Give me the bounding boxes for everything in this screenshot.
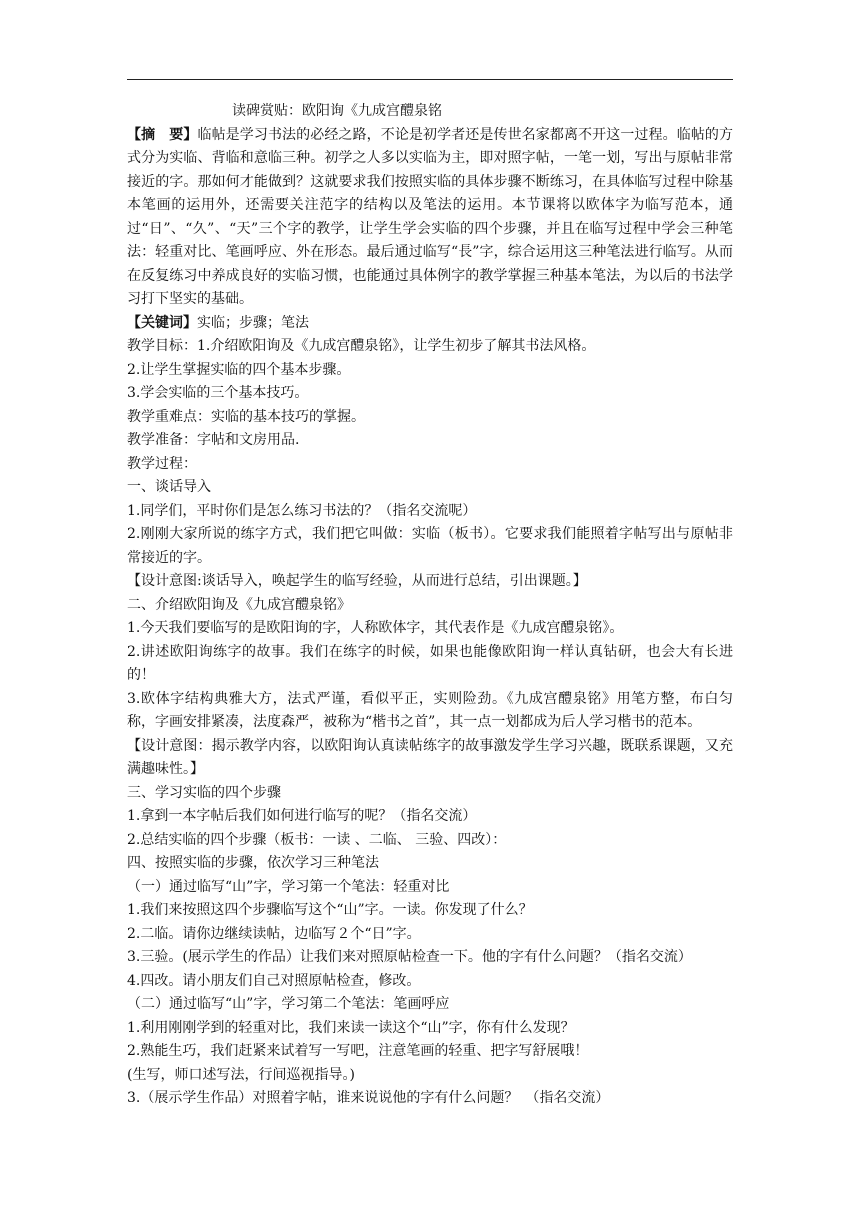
keywords-line	[127, 312, 733, 336]
preparation-line: 教学准备：字帖和文房用品.	[127, 432, 300, 448]
body-line: 3.欧体字结构典雅大方，法式严谨，看似平正，实则险劲。《九成宫醴泉铭》用笔方整，布白匀称，字画安排紧凑，法度森严，被称为“楷书之首”，其一点一划都成为后人学习楷书的范本。	[127, 690, 733, 730]
document-title: 读碑赏贴：欧阳询《九成宫醴泉铭	[232, 103, 442, 119]
design-intent-note: 【设计意图：揭示教学内容，以欧阳询认真读帖练字的故事激发学生学习兴趣，既联系课题，又充满趣味性。】	[127, 737, 733, 777]
goal-item: 3.学会实临的三个基本技巧。	[127, 385, 309, 401]
subsection-heading: （二）通过临写“山”字，学习第二个笔法：笔画呼应	[127, 996, 450, 1012]
keywords-label: 【关键词】	[127, 314, 197, 331]
body-line: 1.同学们，平时你们是怎么练习书法的？（指名交流呢）	[127, 502, 477, 519]
section-heading: 四、按照实临的步骤，依次学习三种笔法	[127, 855, 379, 871]
section-heading: 二、介绍欧阳询及《九成宫醴泉铭》	[127, 596, 351, 613]
body-line: 2.总结实临的四个步骤（板书：一读 、二临、 三验、四改）：	[127, 831, 507, 848]
header-rule	[127, 79, 733, 80]
body-line: 4.四改。请小朋友们自己对照原帖检查，修改。	[127, 972, 421, 989]
body-line: 3.三验。(展示学生的作品）让我们来对照原帖检查一下。他的字有什么问题？（指名交流）	[127, 949, 692, 965]
teaching-goal-line: 教学目标：1.介绍欧阳询及《九成宫醴泉铭》，让学生初步了解其书法风格。	[127, 338, 596, 354]
body-line: (生写，师口述写法，行间巡视指导。)	[127, 1066, 355, 1083]
design-intent-note: 【设计意图:谈话导入，唤起学生的临写经验，从而进行总结，引出课题。】	[127, 573, 587, 589]
body-line: 2.讲述欧阳询练字的故事。我们在练字的时候，如果也能像欧阳询一样认真钻研，也会大有长进的！	[127, 643, 733, 683]
body-line: 2.刚刚大家所说的练字方式，我们把它叫做：实临（板书）。它要求我们能照着字帖写出与原帖非常接近的字。	[127, 526, 733, 566]
body-line: 2.二临。请你边继续读帖，边临写２个“日”字。	[127, 925, 421, 942]
body-line: 1.利用刚刚学到的轻重对比，我们来读一读这个“山”字，你有什么发现？	[127, 1019, 575, 1036]
abstract-text: 临帖是学习书法的必经之路，不论是初学者还是传世名家都离不开这一过程。临帖的方式分为实临、背临和意临三种。初学之人多以实临为主，即对照字帖，一笔一划，写出与原帖非常接近的字。那如何才能做到？这就要求我们按照实临的具体步骤不断练习，在具体临写过程中除基本笔画的运用外，还需要关注范字的结构以及笔法的运用。本节课将以欧体字为临写范本，通过“日”、“久”、“天”三个字的教学，让学生学会实临的四个步骤，并且在临写过程中学会三种笔法：轻重对比、笔画呼应、外在形态。最后通过临写“長”字，综合运用这三种笔法进行临写。从而在反复练习中养成良好的实临习惯，也能通过具体例字的教学掌握三种基本笔法，为以后的书法学习打下坚实的基础。	[127, 126, 734, 307]
process-heading: 教学过程：	[127, 455, 197, 472]
key-difficulty-line: 教学重难点：实临的基本技巧的掌握。	[127, 408, 365, 425]
abstract-paragraph	[127, 124, 733, 312]
document-body	[127, 100, 733, 1111]
body-line: 3.（展示学生作品）对照着字帖，谁来说说他的字有什么问题？ （指名交流）	[127, 1090, 610, 1106]
body-line: 1.今天我们要临写的是欧阳询的字，人称欧体字，其代表作是《九成宫醴泉铭》。	[127, 620, 624, 636]
section-heading: 一、谈话导入	[127, 479, 211, 495]
goal-item: 2.让学生掌握实临的四个基本步骤。	[127, 361, 351, 378]
body-line: 1.我们来按照这四个步骤临写这个“山”字。一读。你发现了什么？	[127, 902, 533, 918]
body-line: 1.拿到一本字帖后我们如何进行临写的呢？（指名交流）	[127, 808, 477, 824]
abstract-label: 【摘 要】	[127, 126, 198, 143]
keywords-text: 实临；步骤；笔法	[197, 314, 309, 331]
subsection-heading: （一）通过临写“山”字，学习第一个笔法：轻重对比	[127, 878, 450, 895]
section-heading: 三、学习实临的四个步骤	[127, 784, 281, 801]
body-line: 2.熟能生巧，我们赶紧来试着写一写吧，注意笔画的轻重、把字写舒展哦！	[127, 1043, 589, 1059]
